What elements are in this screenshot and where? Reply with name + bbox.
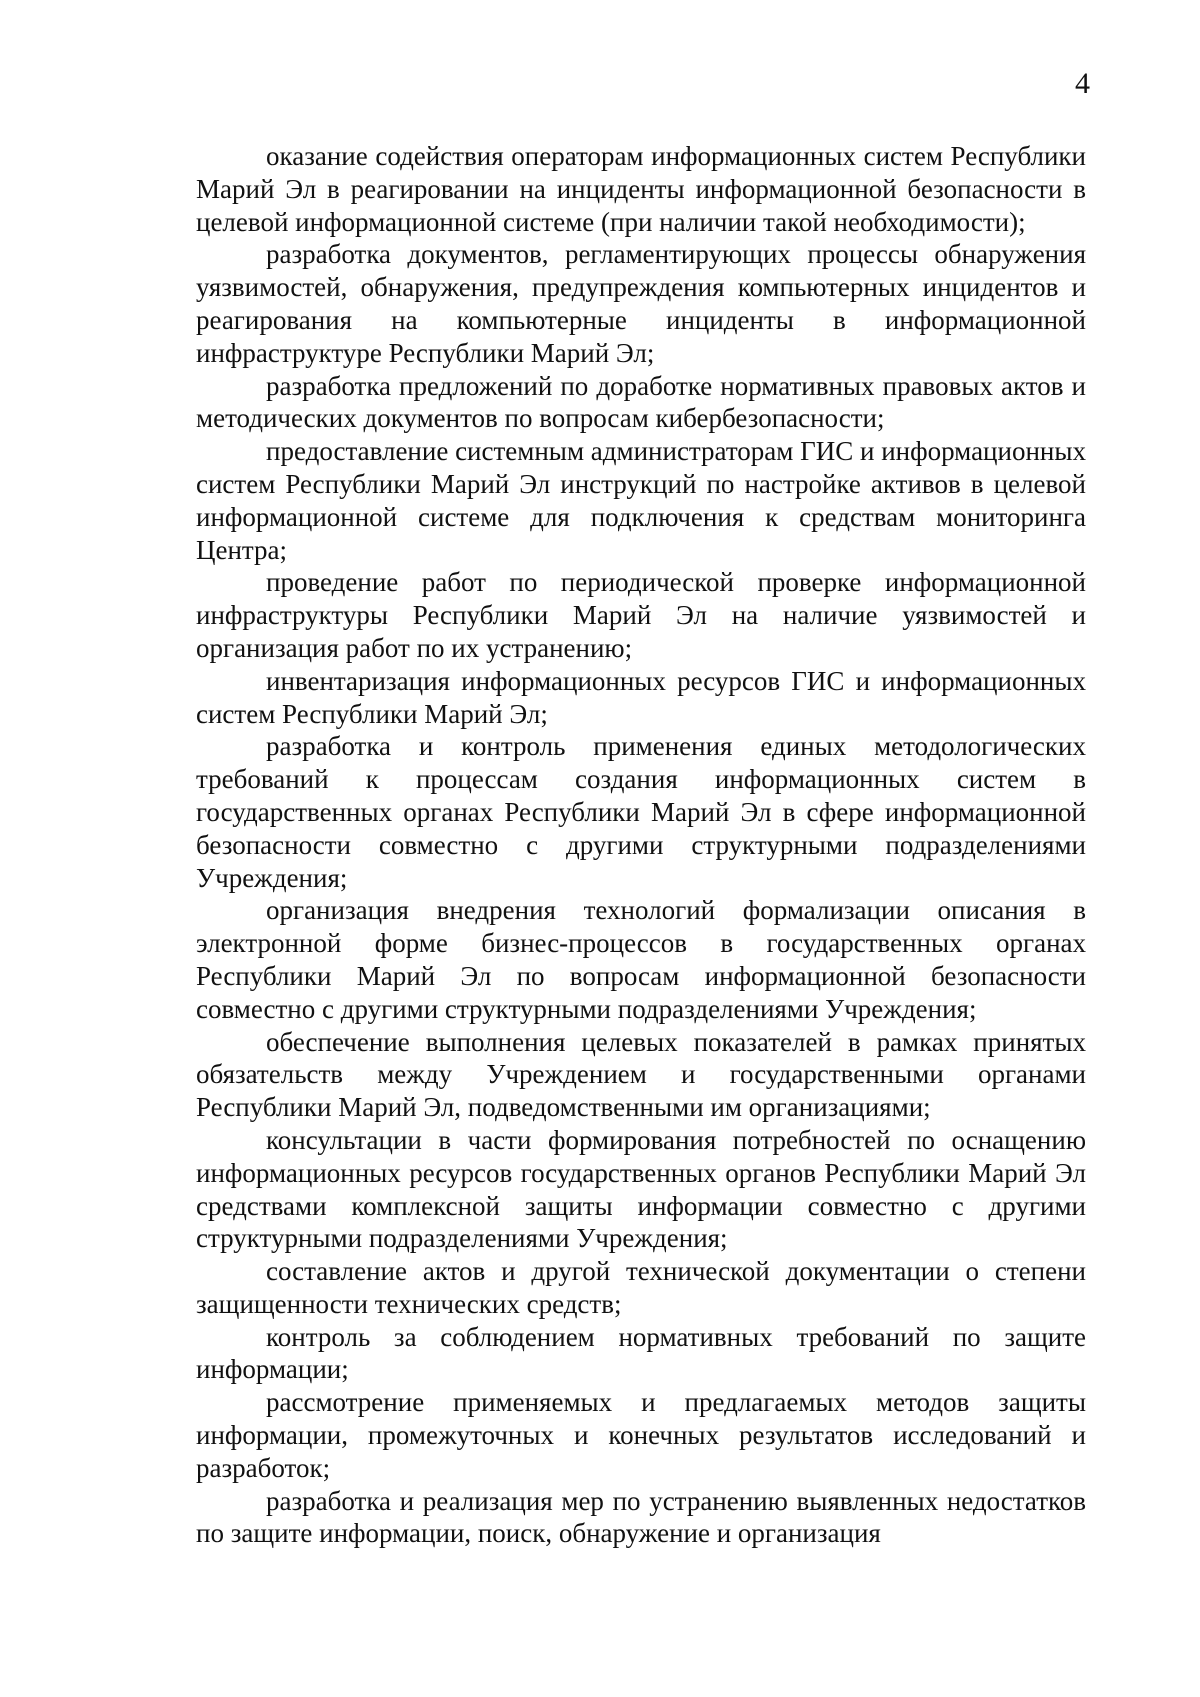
paragraph: разработка предложений по доработке нормативных правовых актов и методических документов по вопросам кибербезопасности; xyxy=(196,370,1086,434)
paragraph: обеспечение выполнения целевых показателей в рамках принятых обязательств между Учреждением и государственными органами Республики Марий Эл, подведомственными им организациями; xyxy=(196,1026,1086,1123)
paragraph: консультации в части формирования потребностей по оснащению информационных ресурсов государственных органов Республики Марий Эл средствами комплексной защиты информации совместно с другими структурными подразделениями Учреждения; xyxy=(196,1124,1086,1254)
paragraph: рассмотрение применяемых и предлагаемых методов защиты информации, промежуточных и конечных результатов исследований и разработок; xyxy=(196,1387,1086,1483)
paragraph: предоставление системным администраторам ГИС и информационных систем Республики Марий Эл инструкций по настройке активов в целевой информационной системе для подключения к средствам мониторинга Центра; xyxy=(196,436,1086,565)
document-body xyxy=(196,140,1086,1550)
paragraph: разработка документов, регламентирующих процессы обнаружения уязвимостей, обнаружения, предупреждения компьютерных инцидентов и реагирования на компьютерные инциденты в информационной инфраструктуре Республики Марий Эл; xyxy=(196,239,1086,368)
paragraph: проведение работ по периодической проверке информационной инфраструктуры Республики Марий Эл на наличие уязвимостей и организация работ по их устранению; xyxy=(196,567,1086,663)
page-number: 4 xyxy=(1075,67,1090,100)
paragraph: составление актов и другой технической документации о степени защищенности технических средств; xyxy=(196,1256,1086,1319)
paragraph: оказание содействия операторам информационных систем Республики Марий Эл в реагировании на инциденты информационной безопасности в целевой информационной системе (при наличии такой необходимости); xyxy=(196,141,1086,237)
paragraph: разработка и реализация мер по устранению выявленных недостатков по защите информации, поиск, обнаружение и организация xyxy=(196,1485,1086,1549)
paragraph: организация внедрения технологий формализации описания в электронной форме бизнес-процессов в государственных органах Республики Марий Эл по вопросам информационной безопасности совместно с другими структурными подразделениями Учреждения; xyxy=(196,895,1086,1024)
paragraph: разработка и контроль применения единых методологических требований к процессам создания информационных систем в государственных органах Республики Марий Эл в сфере информационной безопасности совместно с другими структурными подразделениями Учреждения; xyxy=(196,731,1086,893)
paragraph: контроль за соблюдением нормативных требований по защите информации; xyxy=(196,1321,1086,1385)
paragraph: инвентаризация информационных ресурсов ГИС и информационных систем Республики Марий Эл; xyxy=(196,665,1086,729)
